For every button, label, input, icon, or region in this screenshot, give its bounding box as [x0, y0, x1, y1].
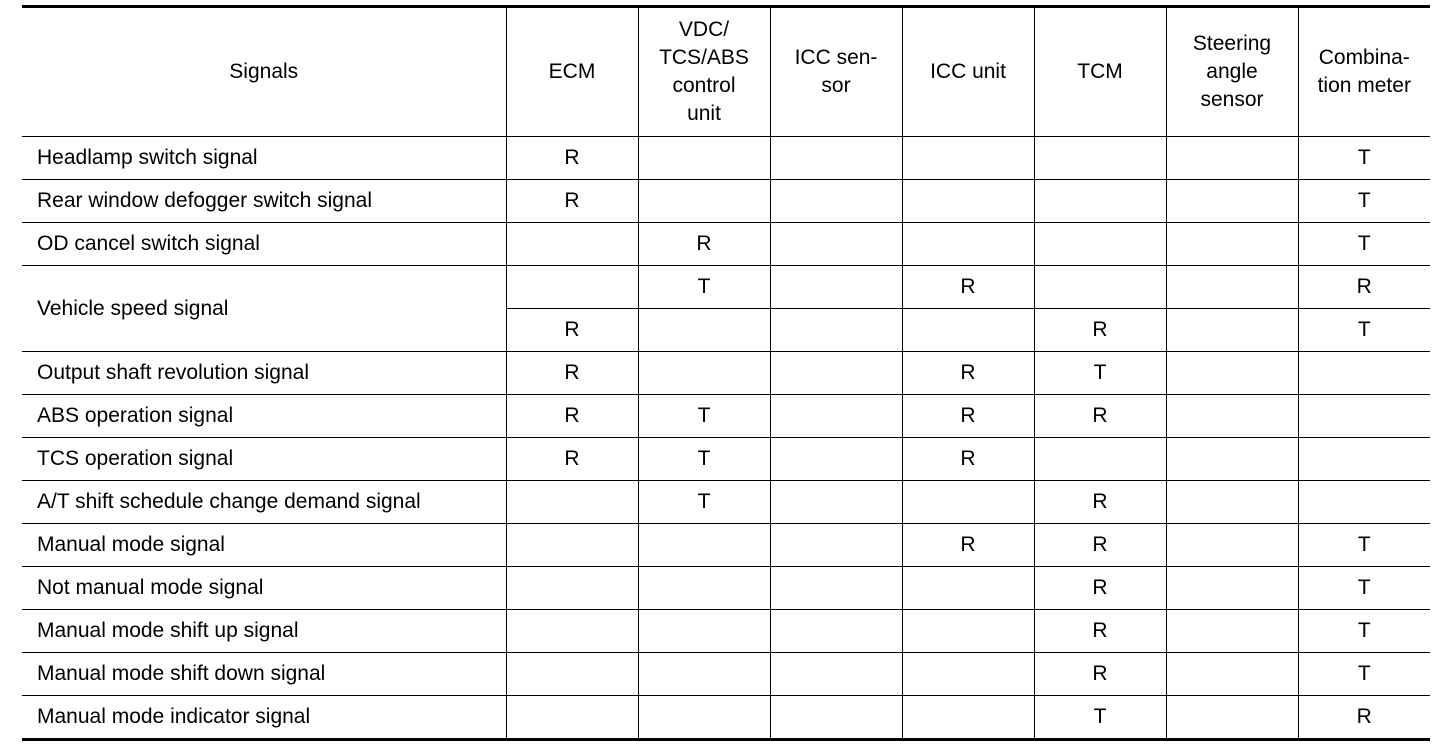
signal-direction-cell [506, 223, 638, 266]
signal-direction-cell [638, 696, 770, 740]
signal-direction-cell [638, 180, 770, 223]
signal-direction-cell [902, 137, 1034, 180]
signal-direction-cell: T [638, 481, 770, 524]
table-row [22, 524, 1430, 567]
signal-direction-cell [1298, 395, 1430, 438]
signal-direction-cell: R [506, 438, 638, 481]
signal-direction-cell [638, 653, 770, 696]
signal-direction-cell [1034, 266, 1166, 309]
signal-direction-cell [506, 567, 638, 610]
signal-name-cell: OD cancel switch signal [22, 223, 506, 266]
signal-direction-cell [770, 309, 902, 352]
signal-name-cell: Vehicle speed signal [22, 266, 506, 352]
signal-direction-cell: R [1034, 309, 1166, 352]
signal-direction-cell [902, 610, 1034, 653]
signal-direction-cell [1034, 223, 1166, 266]
signal-direction-cell [1166, 696, 1298, 740]
signal-direction-cell: R [902, 438, 1034, 481]
signal-direction-cell: R [506, 395, 638, 438]
table-row [22, 395, 1430, 438]
signal-direction-cell [770, 481, 902, 524]
signal-name-cell: A/T shift schedule change demand signal [22, 481, 506, 524]
signal-direction-cell: R [902, 266, 1034, 309]
signal-direction-cell [638, 610, 770, 653]
signal-direction-cell [1166, 137, 1298, 180]
signal-direction-cell [638, 137, 770, 180]
signal-direction-cell: R [1034, 567, 1166, 610]
signal-direction-cell [770, 696, 902, 740]
signal-direction-cell [770, 438, 902, 481]
signal-direction-cell [506, 653, 638, 696]
signal-direction-cell [506, 481, 638, 524]
signal-direction-cell: T [1298, 653, 1430, 696]
signal-direction-cell: T [1034, 696, 1166, 740]
signal-direction-cell [770, 352, 902, 395]
table-row [22, 438, 1430, 481]
signal-direction-cell: T [1298, 610, 1430, 653]
signal-name-cell: Headlamp switch signal [22, 137, 506, 180]
table-row [22, 567, 1430, 610]
signal-direction-cell: T [1298, 180, 1430, 223]
signal-direction-cell: T [1298, 223, 1430, 266]
table-row [22, 223, 1430, 266]
signal-direction-cell: T [1298, 524, 1430, 567]
signal-direction-cell [902, 696, 1034, 740]
signal-direction-cell [902, 567, 1034, 610]
signal-direction-cell [638, 352, 770, 395]
signal-direction-cell [1034, 438, 1166, 481]
signal-direction-cell [902, 481, 1034, 524]
signal-direction-cell: T [638, 266, 770, 309]
signal-direction-cell [770, 137, 902, 180]
signal-direction-cell [1166, 180, 1298, 223]
signal-direction-cell [770, 223, 902, 266]
signal-direction-cell [506, 266, 638, 309]
signal-name-cell: Manual mode signal [22, 524, 506, 567]
signal-direction-cell [1166, 266, 1298, 309]
signal-direction-cell: T [638, 438, 770, 481]
signal-direction-cell: R [506, 180, 638, 223]
header-icc-sensor: ICC sen- sor [770, 7, 902, 137]
signal-direction-cell [1298, 352, 1430, 395]
signal-direction-cell [506, 610, 638, 653]
signal-direction-cell: R [1034, 610, 1166, 653]
signal-direction-cell: T [1034, 352, 1166, 395]
signal-direction-cell: R [1034, 653, 1166, 696]
table-header-row [22, 7, 1430, 137]
signal-direction-cell [770, 395, 902, 438]
signal-direction-cell [770, 610, 902, 653]
signal-direction-cell [902, 309, 1034, 352]
signal-direction-cell [770, 567, 902, 610]
signal-direction-cell: R [1034, 524, 1166, 567]
signal-direction-cell [1298, 438, 1430, 481]
signal-direction-cell [638, 567, 770, 610]
signal-direction-cell: R [506, 352, 638, 395]
table-row [22, 653, 1430, 696]
signal-name-cell: Manual mode indicator signal [22, 696, 506, 740]
table-row [22, 266, 1430, 309]
signal-direction-cell [1166, 223, 1298, 266]
signal-direction-cell [902, 653, 1034, 696]
signal-direction-cell [1166, 352, 1298, 395]
signal-direction-cell [1166, 481, 1298, 524]
signal-direction-cell: R [1298, 266, 1430, 309]
signal-direction-cell: R [1298, 696, 1430, 740]
signal-direction-cell [770, 653, 902, 696]
signal-direction-cell: T [1298, 567, 1430, 610]
signal-direction-cell: T [1298, 137, 1430, 180]
table-row [22, 696, 1430, 740]
header-vdc-tcs-abs-control-unit: VDC/ TCS/ABS control unit [638, 7, 770, 137]
signal-name-cell: Rear window defogger switch signal [22, 180, 506, 223]
signal-direction-cell [902, 180, 1034, 223]
signal-direction-cell: R [638, 223, 770, 266]
header-tcm: TCM [1034, 7, 1166, 137]
signal-direction-cell [638, 309, 770, 352]
signal-direction-cell: R [1034, 481, 1166, 524]
table-body [22, 137, 1430, 740]
signal-direction-cell [1166, 395, 1298, 438]
table-row [22, 180, 1430, 223]
signal-name-cell: TCS operation signal [22, 438, 506, 481]
header-signals: Signals [22, 7, 506, 137]
signal-direction-cell [1298, 481, 1430, 524]
header-combination-meter: Combina- tion meter [1298, 7, 1430, 137]
signal-direction-cell: T [1298, 309, 1430, 352]
signal-direction-cell [902, 223, 1034, 266]
signal-direction-cell [506, 696, 638, 740]
signal-direction-cell [770, 266, 902, 309]
signal-direction-cell: R [902, 395, 1034, 438]
signal-direction-cell: R [1034, 395, 1166, 438]
signal-direction-cell: R [902, 524, 1034, 567]
table-row [22, 352, 1430, 395]
signal-direction-cell [770, 524, 902, 567]
signal-direction-cell [1166, 524, 1298, 567]
header-ecm: ECM [506, 7, 638, 137]
signal-direction-cell [770, 180, 902, 223]
signal-direction-cell [1034, 137, 1166, 180]
signal-name-cell: Output shaft revolution signal [22, 352, 506, 395]
table-row [22, 610, 1430, 653]
signal-direction-cell [506, 524, 638, 567]
can-signal-table [22, 5, 1430, 741]
signal-name-cell: Not manual mode signal [22, 567, 506, 610]
signal-direction-cell [1166, 610, 1298, 653]
signal-direction-cell [1034, 180, 1166, 223]
header-icc-unit: ICC unit [902, 7, 1034, 137]
signal-direction-cell: R [902, 352, 1034, 395]
header-steering-angle-sensor: Steering angle sensor [1166, 7, 1298, 137]
signal-direction-cell [1166, 438, 1298, 481]
signal-name-cell: Manual mode shift down signal [22, 653, 506, 696]
signal-direction-cell [1166, 309, 1298, 352]
signal-name-cell: ABS operation signal [22, 395, 506, 438]
signal-direction-cell: R [506, 137, 638, 180]
signal-name-cell: Manual mode shift up signal [22, 610, 506, 653]
table-row [22, 137, 1430, 180]
signal-direction-cell [1166, 567, 1298, 610]
signal-direction-cell [1166, 653, 1298, 696]
table-row [22, 481, 1430, 524]
signal-direction-cell [638, 524, 770, 567]
signal-direction-cell: T [638, 395, 770, 438]
signal-direction-cell: R [506, 309, 638, 352]
